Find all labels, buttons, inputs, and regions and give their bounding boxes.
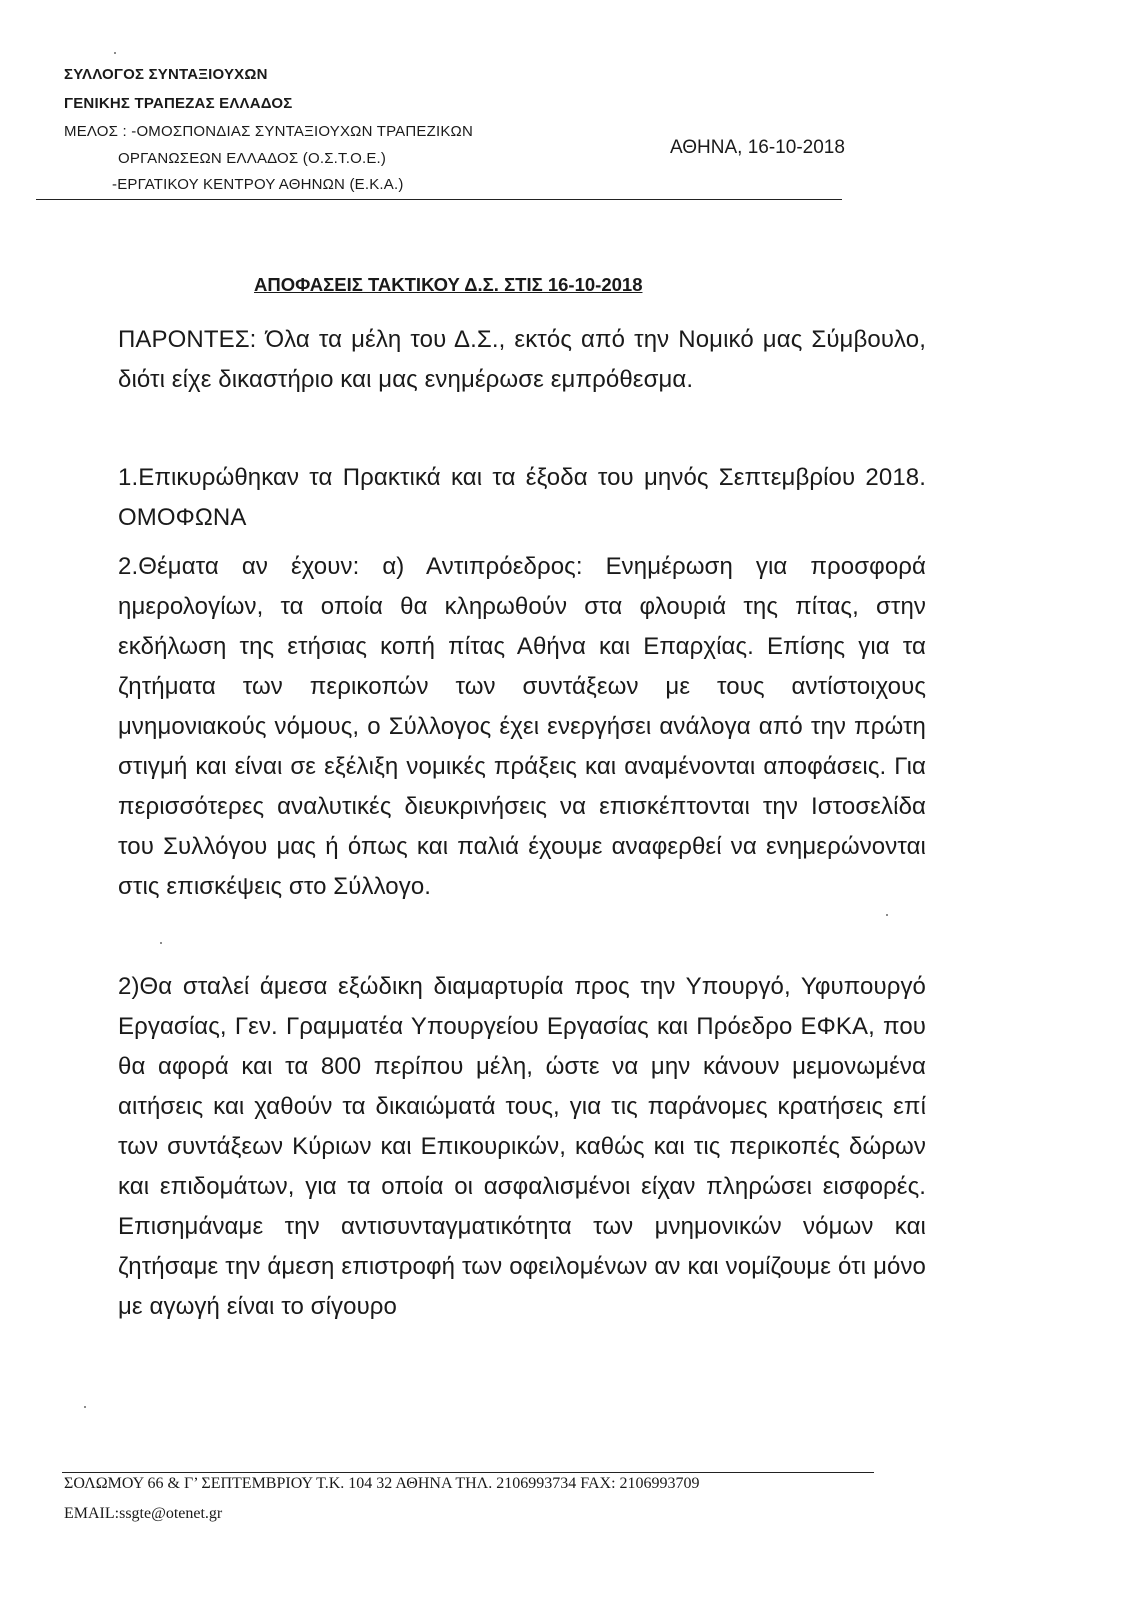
letterhead-divider	[36, 199, 842, 200]
document-heading: ΑΠΟΦΑΣΕΙΣ ΤΑΚΤΙΚΟΥ Δ.Σ. ΣΤΙΣ 16-10-2018	[254, 274, 643, 295]
membership-line2: ΟΡΓΑΝΩΣΕΩΝ ΕΛΛΑΔΟΣ (Ο.Σ.Τ.Ο.Ε.)	[118, 150, 387, 167]
document-date: ΑΘΗΝΑ, 16-10-2018	[670, 137, 845, 158]
paragraph-present: ΠΑΡΟΝΤΕΣ: Όλα τα μέλη του Δ.Σ., εκτός από την Νομικό μας Σύμβουλο, διότι είχε δικαστήριο και μας ενημέρωσε εμπρόθεσμα.	[118, 326, 926, 393]
membership-line1: ΜΕΛΟΣ : -ΟΜΟΣΠΟΝΔΙΑΣ ΣΥΝΤΑΞΙΟΥΧΩΝ ΤΡΑΠΕΖΙΚΩΝ	[64, 123, 474, 140]
scan-speck	[114, 52, 116, 54]
scan-speck	[160, 942, 162, 944]
paragraph-item3: 2)Θα σταλεί άμεσα εξώδικη διαμαρτυρία προς την Υπουργό, Υφυπουργό Εργασίας, Γεν. Γραμματέα Υπουργείου Εργασίας και Πρόεδρο ΕΦΚΑ, που θα αφορά και τα 800 περίπου μέλη, ώστε να μην κάνουν μεμονωμένα αιτήσεις και χαθούν τα δικαιώματά τους, για τις παράνομες κρατήσεις επί των συντάξεων Κύριων και Επικουρικών, καθώς και τις περικοπές δώρων και επιδομάτων, για τα οποία οι ασφαλισμένοι είχαν πληρώσει εισφορές. Επισημάναμε την αντισυνταγματικότητα των μνημονικών νόμων και ζητήσαμε την άμεση επιστροφή των οφειλομένων αν και νομίζουμε ότι μόνο με αγωγή είναι το σίγουρο	[118, 973, 926, 1320]
membership-line3: -ΕΡΓΑΤΙΚΟΥ ΚΕΝΤΡΟΥ ΑΘΗΝΩΝ (Ε.Κ.Α.)	[112, 176, 404, 193]
footer-divider	[62, 1472, 874, 1473]
scan-speck	[886, 914, 888, 916]
footer-address: ΣΟΛΩΜΟΥ 66 & Γ’ ΣΕΠΤΕΜΒΡΙΟΥ Τ.Κ. 104 32 ΑΘΗΝΑ ΤΗΛ. 2106993734 FAX: 2106993709	[64, 1475, 700, 1492]
org-name-line2: ΓΕΝΙΚΗΣ ΤΡΑΠΕΖΑΣ ΕΛΛΑΔΟΣ	[64, 95, 293, 112]
org-name-line1: ΣΥΛΛΟΓΟΣ ΣΥΝΤΑΞΙΟΥΧΩΝ	[64, 66, 268, 83]
scan-speck	[84, 1406, 86, 1408]
paragraph-item1: 1.Επικυρώθηκαν τα Πρακτικά και τα έξοδα του μηνός Σεπτεμβρίου 2018. ΟΜΟΦΩΝΑ	[118, 464, 926, 531]
paragraph-item2: 2.Θέματα αν έχουν: α) Αντιπρόεδρος: Ενημέρωση για προσφορά ημερολογίων, τα οποία θα κληρωθούν στα φλουριά της πίτας, στην εκδήλωση της ετήσιας κοπή πίτας Αθήνα και Επαρχίας. Επίσης για τα ζητήματα των περικοπών των συντάξεων με τους αντίστοιχους μνημονιακούς νόμους, ο Σύλλογος έχει ενεργήσει ανάλογα από την πρώτη στιγμή και είναι σε εξέλιξη νομικές πράξεις και αναμένονται αποφάσεις. Για περισσότερες αναλυτικές διευκρινήσεις να επισκέπτονται την Ιστοσελίδα του Συλλόγου μας ή όπως και παλιά έχουμε αναφερθεί να ενημερώνονται στις επισκέψεις στο Σύλλογο.	[118, 553, 926, 900]
footer-email: EMAIL:ssgte@otenet.gr	[64, 1505, 223, 1522]
